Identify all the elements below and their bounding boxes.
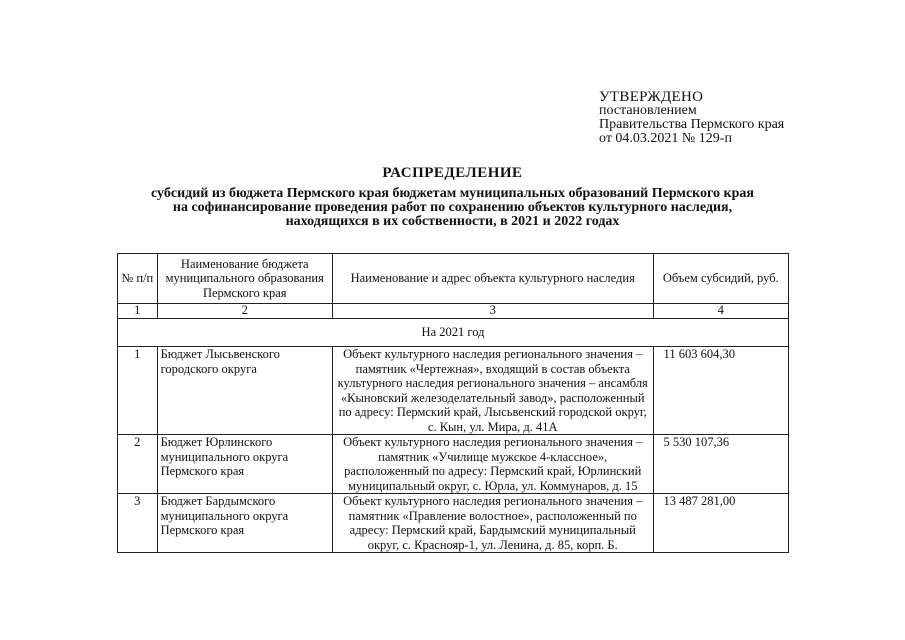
row-budget: Бюджет Бардымского муниципального округа Пермского края: [157, 494, 332, 553]
row-number: 2: [118, 435, 158, 494]
column-number: 1: [118, 304, 158, 319]
approval-line: Правительства Пермского края: [599, 117, 785, 132]
row-number: 3: [118, 494, 158, 553]
subtitle-line: на софинансирование проведения работ по сохранению объектов культурного наследия,: [172, 200, 733, 215]
row-budget: Бюджет Юрлинского муниципального округа Пермского края: [157, 435, 332, 494]
subtitle-line: находящихся в их собственности, в 2021 и 2022 годах: [285, 214, 620, 229]
approval-stamp: УТВЕРЖДЕНО: [599, 89, 704, 105]
header-object: Наименование и адрес объекта культурного наследия: [332, 254, 653, 304]
subtitle-line: субсидий из бюджета Пермского края бюджетам муниципальных образований Пермского края: [151, 186, 754, 201]
row-object: Объект культурного наследия регионального значения – памятник «Чертежная», входящий в состав объекта культурного наследия регионального значения – ансамбля «Кыновский железоделательный завод», расположенный по адресу: Пермский край, Лысьвенский городской округ, с. Кын, ул. Мира, д. 41А: [332, 347, 653, 435]
table-row: [118, 494, 789, 553]
row-budget: Бюджет Лысьвенского городского округа: [157, 347, 332, 435]
section-row: [118, 319, 789, 347]
column-number-row: [118, 304, 789, 319]
header-num: № п/п: [118, 254, 158, 304]
table-row: [118, 347, 789, 435]
approval-line: постановлением: [599, 103, 697, 118]
row-object: Объект культурного наследия регионального значения – памятник «Училище мужское 4-классное», расположенный по адресу: Пермский край, Юрлинский муниципальный округ, с. Юрла, ул. Коммунаров, д. 15: [332, 435, 653, 494]
row-amount: 13 487 281,00: [653, 494, 788, 553]
table-header-row: [118, 254, 789, 304]
approval-line: от 04.03.2021 № 129-п: [599, 131, 732, 146]
header-budget: Наименование бюджета муниципального образования Пермского края: [157, 254, 332, 304]
row-object: Объект культурного наследия регионального значения – памятник «Правление волостное», расположенный по адресу: Пермский край, Бардымский муниципальный округ, с. Краснояр-1, ул. Ленина, д. 85, корп. Б.: [332, 494, 653, 553]
row-amount: 5 530 107,36: [653, 435, 788, 494]
header-amount: Объем субсидий, руб.: [653, 254, 788, 304]
section-label: На 2021 год: [118, 319, 789, 347]
column-number: 2: [157, 304, 332, 319]
document-title: РАСПРЕДЕЛЕНИЕ: [382, 165, 523, 181]
column-number: 3: [332, 304, 653, 319]
table-row: [118, 435, 789, 494]
subsidy-table: [117, 253, 789, 553]
row-amount: 11 603 604,30: [653, 347, 788, 435]
document-subtitle: [0, 187, 905, 229]
row-number: 1: [118, 347, 158, 435]
column-number: 4: [653, 304, 788, 319]
approval-block: [599, 90, 784, 146]
